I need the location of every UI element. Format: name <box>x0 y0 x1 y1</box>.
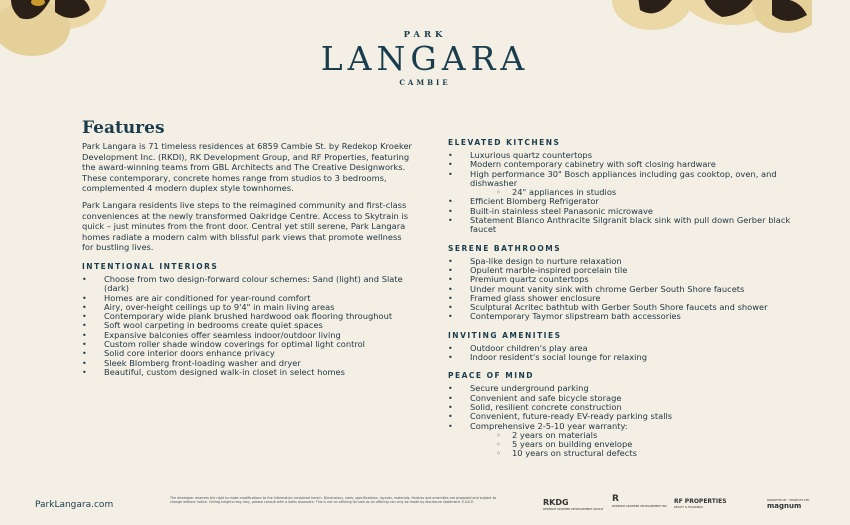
magnum-logo-name: magnum <box>767 502 802 510</box>
list-item: • Convenient and safe bicycle storage <box>448 394 798 403</box>
rf-properties-logo-tag: REALTY & HOLDINGS <box>674 505 704 509</box>
list-item: • Solid core interior doors enhance privacy <box>82 349 412 358</box>
list-item: • Luxurious quartz countertops <box>448 151 798 160</box>
right-column <box>448 138 798 459</box>
rkdi-logo-name: R <box>612 494 619 504</box>
sub-list-item: ◦ 5 years on building envelope <box>470 440 798 449</box>
list-item: • Beautiful, custom designed walk-in closet in select homes <box>82 368 412 377</box>
left-column <box>82 118 412 377</box>
list-item: • Statement Blanco Anthracite Silgranit black sink with pull down Gerber black faucet <box>448 216 798 235</box>
list-item: • Convenient, future-ready EV-ready parking stalls <box>448 412 798 421</box>
kitchens-heading: ELEVATED KITCHENS <box>448 138 561 147</box>
list-item: • Expansive balconies offer seamless indoor/outdoor living <box>82 331 412 340</box>
bathrooms-heading: SERENE BATHROOMS <box>448 243 562 253</box>
list-item <box>448 170 798 198</box>
rkdg-logo-tag: REDEKOP KROEKER DEVELOPMENT GROUP <box>543 507 604 511</box>
bathrooms-list <box>448 257 798 322</box>
park-langara-logo <box>0 30 850 87</box>
list-item: • Soft wool carpeting in bedrooms create quiet spaces <box>82 321 412 330</box>
amenities-heading: INVITING AMENITIES <box>448 330 562 340</box>
peace-of-mind-list <box>448 384 798 458</box>
list-item-text: Comprehensive 2-5-10 year warranty: <box>470 420 628 431</box>
intro-paragraph: Park Langara is 71 timeless residences at 6859 Cambie St. by Redekop Kroeker Development Inc. (RKDI), RK Development Group, and RF Properties, featuring the award-winning teams from GBL Architects and The Creative Designworks. These contemporary, concrete homes range from studios to 3 bedrooms, complemented 4 modern duplex style townhomes. <box>82 141 412 194</box>
list-item: • Framed glass shower enclosure <box>448 294 798 303</box>
list-item: • Efficient Blomberg Refrigerator <box>448 197 798 206</box>
list-item: • Modern contemporary cabinetry with soft closing hardware <box>448 160 798 169</box>
list-item: • Opulent marble-inspired porcelain tile <box>448 266 798 275</box>
list-item: • Custom roller shade window coverings for optimal light control <box>82 340 412 349</box>
list-item-text: High performance 30" Bosch appliances including gas cooktop, oven, and dishwasher <box>470 168 777 188</box>
list-item: • Built-in stainless steel Panasonic microwave <box>448 207 798 216</box>
list-item: • Contemporary wide plank brushed hardwood oak flooring throughout <box>82 312 412 321</box>
list-item: • Solid, resilient concrete construction <box>448 403 798 412</box>
rkdi-logo-tag: REDEKOP KROEKER DEVELOPMENT INC <box>612 504 667 508</box>
logo-park-text: PARK <box>403 30 447 40</box>
peace-of-mind-heading: PEACE OF MIND <box>448 371 535 381</box>
list-item: • Outdoor children's play area <box>448 344 798 353</box>
list-item: • Choose from two design-forward colour schemes: Sand (light) and Slate (dark) <box>82 275 412 294</box>
list-item: • Indoor resident's social lounge for relaxing <box>448 353 798 362</box>
features-heading: Features <box>82 118 165 138</box>
rf-properties-logo-name: RF PROPERTIES <box>674 498 727 505</box>
kitchens-list <box>448 151 798 235</box>
amenities-list <box>448 344 798 363</box>
rkdg-logo <box>543 498 603 511</box>
list-item: • Contemporary Taymor slipstream bath accessories <box>448 312 798 321</box>
sub-list-item: ◦ 24" appliances in studios <box>470 188 798 197</box>
list-item: • Secure underground parking <box>448 384 798 393</box>
location-paragraph: Park Langara residents live steps to the reimagined community and first-class conveniences at the newly transformed Oakridge Centre. Access to Skytrain is quick – just minutes from the front door. Central yet still serene, Park Langara homes radiate a modern calm with blissful park views that promote wellness for bustling lives. <box>82 199 409 253</box>
interiors-list <box>82 275 412 377</box>
logo-cambie-text: CAMBIE <box>399 78 451 87</box>
logo-langara-text: LANGARA <box>320 39 530 78</box>
interiors-heading: INTENTIONAL INTERIORS <box>82 261 219 271</box>
sub-list-item: ◦ 10 years on structural defects <box>470 449 798 458</box>
list-item: • Sleek Blomberg front-loading washer and dryer <box>82 359 412 368</box>
sub-list-item: ◦ 2 years on materials <box>470 431 798 440</box>
rkdg-logo-name: RKDG <box>543 498 569 507</box>
magnum-logo-tag: MARKETED BY · PROJECTS LTD <box>767 498 810 502</box>
list-item: • Airy, over-height ceilings up to 9'4" in main living areas <box>82 303 412 312</box>
list-item: • Under mount vanity sink with chrome Gerber South Shore faucets <box>448 285 798 294</box>
list-item: • Premium quartz countertops <box>448 275 798 284</box>
list-item <box>448 422 798 459</box>
magnum-logo <box>767 498 809 510</box>
list-item: • Sculptural Acritec bathtub with Gerber South Shore faucets and shower <box>448 303 798 312</box>
rkdi-logo <box>612 494 667 508</box>
list-item: • Homes are air conditioned for year-round comfort <box>82 294 412 303</box>
list-item: • Spa-like design to nurture relaxation <box>448 257 798 266</box>
legal-disclaimer: The developer reserves the right to make modifications to the information contained herein. Dimensions, sizes, specifications, layouts, materials, finishes and amenities are proposed and subject to change without notice. Ceiling heights may vary, please consult with a Sales Associate. This is not an offering for sale as an offering can only be made by disclosure statement. E.&O.E. <box>170 496 497 505</box>
rf-properties-logo <box>674 498 727 509</box>
website-link[interactable]: ParkLangara.com <box>35 500 114 510</box>
warranty-sublist <box>470 431 798 459</box>
